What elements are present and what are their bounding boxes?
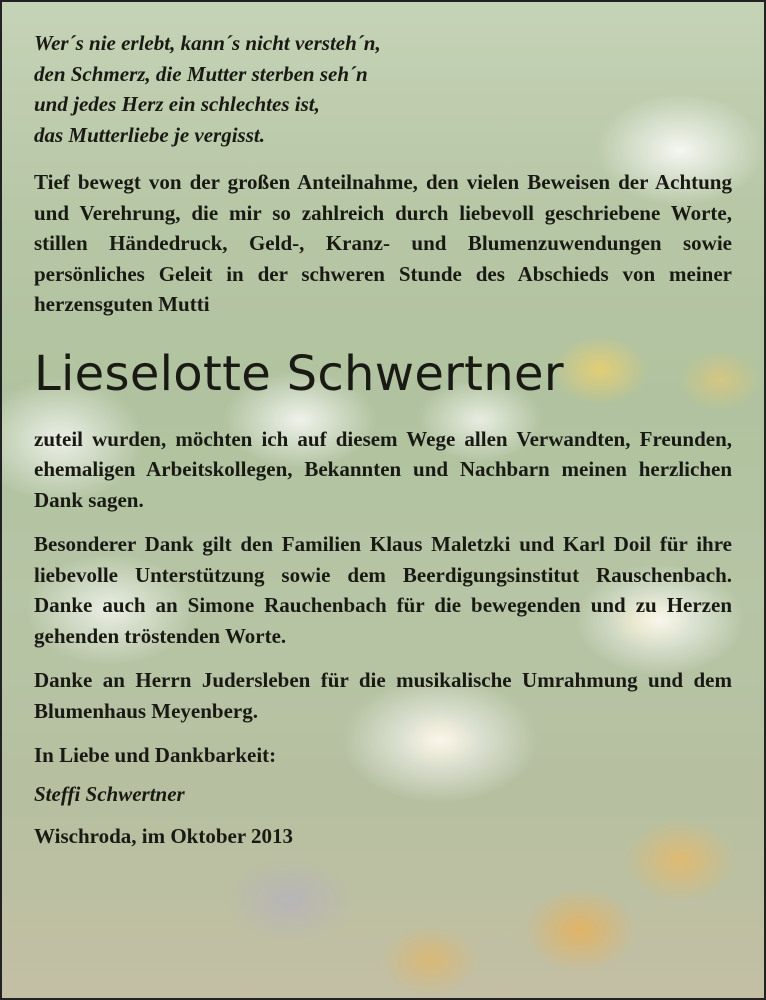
- special-thanks-paragraph: Besonderer Dank gilt den Familien Klaus Maletzki und Karl Doil für ihre liebevolle Unterstützung sowie dem Beerdigungsinstitut Rauschenbach. Danke auch an Simone Rauchenbach für die bewegenden und zu Herzen gehenden tröstenden Worte.: [34, 532, 732, 648]
- poem-line: das Mutterliebe je vergisst.: [34, 122, 265, 147]
- music-thanks-paragraph: Danke an Herrn Judersleben für die musikalische Umrahmung und dem Blumenhaus Meyenberg.: [34, 668, 732, 723]
- place-date: Wischroda, im Oktober 2013: [34, 824, 294, 848]
- signature: Steffi Schwertner: [34, 781, 185, 806]
- card-content: [34, 28, 732, 852]
- intro-paragraph: Tief bewegt von der großen Anteilnahme, den vielen Beweisen der Achtung und Verehrung, die mir so zahlreich durch liebevoll geschriebene Worte, stillen Händedruck, Geld-, Kranz- und Blumenzuwendungen sowie persönliches Geleit in der schweren Stunde des Abschieds von meiner herzensguten Mutti: [34, 170, 732, 316]
- deceased-name: Lieselotte Schwertner: [34, 345, 564, 402]
- closing-line: In Liebe und Dankbarkeit:: [34, 743, 277, 767]
- poem-line: und jedes Herz ein schlechtes ist,: [34, 92, 320, 116]
- poem-line: Wer´s nie erlebt, kann´s nicht versteh´n,: [34, 31, 381, 55]
- poem-line: den Schmerz, die Mutter sterben seh´n: [34, 61, 368, 86]
- memorial-poem: [34, 28, 732, 150]
- thanks-paragraph: zuteil wurden, möchten ich auf diesem Wege allen Verwandten, Freunden, ehemaligen Arbeitskollegen, Bekannten und Nachbarn meinen herzlichen Dank sagen.: [34, 426, 732, 512]
